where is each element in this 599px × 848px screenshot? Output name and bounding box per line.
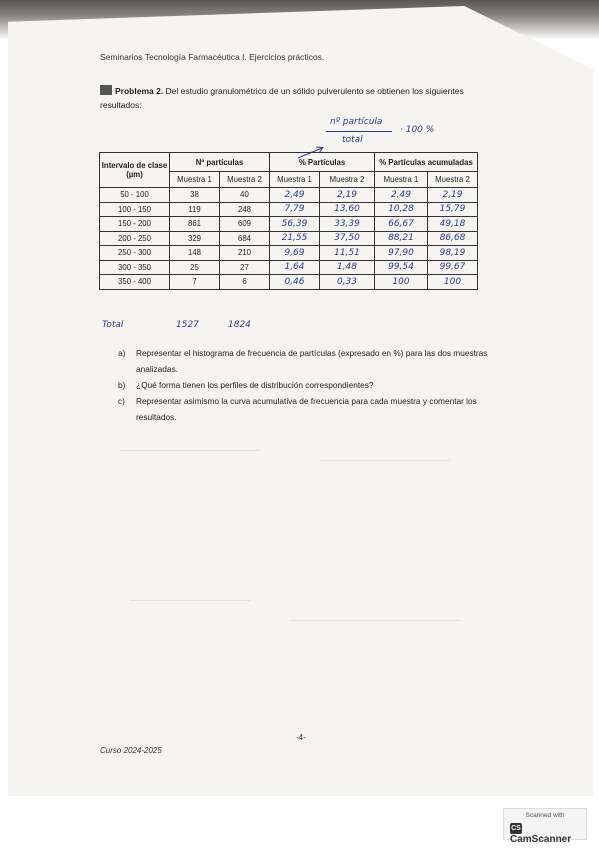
cell-interval: 100 - 150	[100, 202, 170, 217]
subheader: Muestra 1	[170, 172, 220, 188]
cell-interval: 200 - 250	[100, 231, 170, 246]
question-label: b)	[118, 380, 126, 390]
formula-denominator: total	[342, 135, 363, 145]
cell-percent-m2: 13,60	[320, 202, 375, 217]
cell-count-m1: 861	[170, 217, 220, 232]
cell-percent-m2: 33,39	[320, 217, 375, 232]
table-row	[100, 260, 478, 275]
cell-cumulative-m2: 100	[428, 275, 478, 290]
cell-percent-m2: 2,19	[320, 188, 375, 203]
cell-cumulative-m1: 97,90	[375, 246, 428, 261]
bleed-through-mark	[290, 620, 460, 701]
cell-cumulative-m1: 100	[375, 275, 428, 290]
table-row	[100, 275, 478, 290]
cell-percent-m2: 1,48	[320, 260, 375, 275]
camscanner-logo-icon: CS	[511, 825, 521, 832]
header-particles: Nº partículas	[170, 153, 270, 172]
cell-count-m2: 6	[220, 275, 270, 290]
bleed-through-mark	[130, 600, 250, 661]
cell-percent-m2: 11,51	[320, 246, 375, 261]
header-percent: % Partículas	[270, 153, 375, 172]
question-label: c)	[118, 396, 125, 406]
cell-percent-m1: 0,46	[270, 275, 320, 290]
problem-statement	[100, 84, 500, 112]
table-row	[100, 217, 478, 232]
list-item	[118, 345, 488, 377]
formula-numerator: nº partícula	[330, 117, 383, 127]
cell-interval: 300 - 350	[100, 260, 170, 275]
subheader: Muestra 1	[375, 172, 428, 188]
question-text: ¿Qué forma tienen los perfiles de distribución correspondientes?	[136, 380, 374, 390]
cell-count-m1: 38	[170, 188, 220, 203]
cell-cumulative-m1: 99,54	[375, 260, 428, 275]
cell-cumulative-m2: 99,67	[428, 260, 478, 275]
cell-count-m2: 684	[220, 231, 270, 246]
scanner-watermark	[503, 808, 587, 845]
scanner-brand-name: CamScanner	[510, 834, 572, 845]
list-item	[118, 393, 488, 425]
table-row	[100, 188, 478, 203]
handwritten-formula	[322, 117, 462, 153]
handwritten-total-m1: 1527	[176, 320, 199, 330]
formula-multiplier: · 100 %	[400, 125, 435, 135]
scanner-brand	[510, 823, 586, 845]
document-footer: Curso 2024-2025	[100, 746, 162, 755]
cell-interval: 350 - 400	[100, 275, 170, 290]
cell-count-m1: 25	[170, 260, 220, 275]
question-text: Representar asimismo la curva acumulativa de frecuencia para cada muestra y comentar los resultados.	[136, 396, 477, 422]
bleed-through-mark	[320, 460, 450, 531]
cell-count-m1: 119	[170, 202, 220, 217]
handwritten-total-m2: 1824	[228, 320, 251, 330]
cell-cumulative-m2: 15,79	[428, 202, 478, 217]
cell-count-m2: 210	[220, 246, 270, 261]
cell-percent-m1: 9,69	[270, 246, 320, 261]
subheader: Muestra 2	[428, 172, 478, 188]
cell-cumulative-m1: 10,28	[375, 202, 428, 217]
scanner-caption: Scanned with	[525, 812, 565, 819]
cell-cumulative-m1: 2,49	[375, 188, 428, 203]
cell-cumulative-m2: 98,19	[428, 246, 478, 261]
granulometry-table	[99, 152, 478, 290]
handwritten-total-label: Total	[102, 320, 124, 330]
table-row	[100, 246, 478, 261]
question-label: a)	[118, 348, 126, 358]
table-row	[100, 231, 478, 246]
cell-count-m2: 27	[220, 260, 270, 275]
header-cumulative: % Partículas acumuladas	[375, 153, 478, 172]
cell-percent-m1: 7,79	[270, 202, 320, 217]
cell-count-m2: 609	[220, 217, 270, 232]
fraction-bar	[326, 131, 392, 132]
cell-percent-m2: 37,50	[320, 231, 375, 246]
cell-cumulative-m1: 88,21	[375, 231, 428, 246]
cell-percent-m1: 21,55	[270, 231, 320, 246]
cell-percent-m1: 1,64	[270, 260, 320, 275]
bullet-square-icon	[100, 85, 112, 95]
list-item	[118, 377, 488, 393]
cell-count-m1: 329	[170, 231, 220, 246]
cell-percent-m1: 2,49	[270, 188, 320, 203]
cell-percent-m2: 0,33	[320, 275, 375, 290]
cell-interval: 250 - 300	[100, 246, 170, 261]
header-interval: Intervalo de clase (µm)	[100, 153, 170, 188]
subheader: Muestra 1	[270, 172, 320, 188]
cell-count-m1: 7	[170, 275, 220, 290]
problem-title: Problema 2.	[115, 86, 164, 96]
cell-cumulative-m2: 49,18	[428, 217, 478, 232]
cell-cumulative-m2: 2,19	[428, 188, 478, 203]
cell-interval: 50 - 100	[100, 188, 170, 203]
cell-count-m1: 148	[170, 246, 220, 261]
page-number: -4-	[296, 733, 306, 742]
question-text: Representar el histograma de frecuencia de partículas (expresado en %) para las dos muestras analizadas.	[136, 348, 488, 374]
cell-count-m2: 40	[220, 188, 270, 203]
problem-text: Del estudio granulométrico de un sólido pulverulento se obtienen los siguientes resultados:	[100, 86, 464, 110]
cell-cumulative-m1: 66,67	[375, 217, 428, 232]
document-header: Seminarios Tecnología Farmacéutica I. Ejercicios prácticos.	[100, 52, 325, 62]
cell-count-m2: 248	[220, 202, 270, 217]
bleed-through-mark	[120, 450, 260, 531]
cell-percent-m1: 56,39	[270, 217, 320, 232]
subheader: Muestra 2	[320, 172, 375, 188]
question-list	[118, 345, 488, 425]
subheader: Muestra 2	[220, 172, 270, 188]
cell-cumulative-m2: 86,68	[428, 231, 478, 246]
cell-interval: 150 - 200	[100, 217, 170, 232]
table-row	[100, 202, 478, 217]
